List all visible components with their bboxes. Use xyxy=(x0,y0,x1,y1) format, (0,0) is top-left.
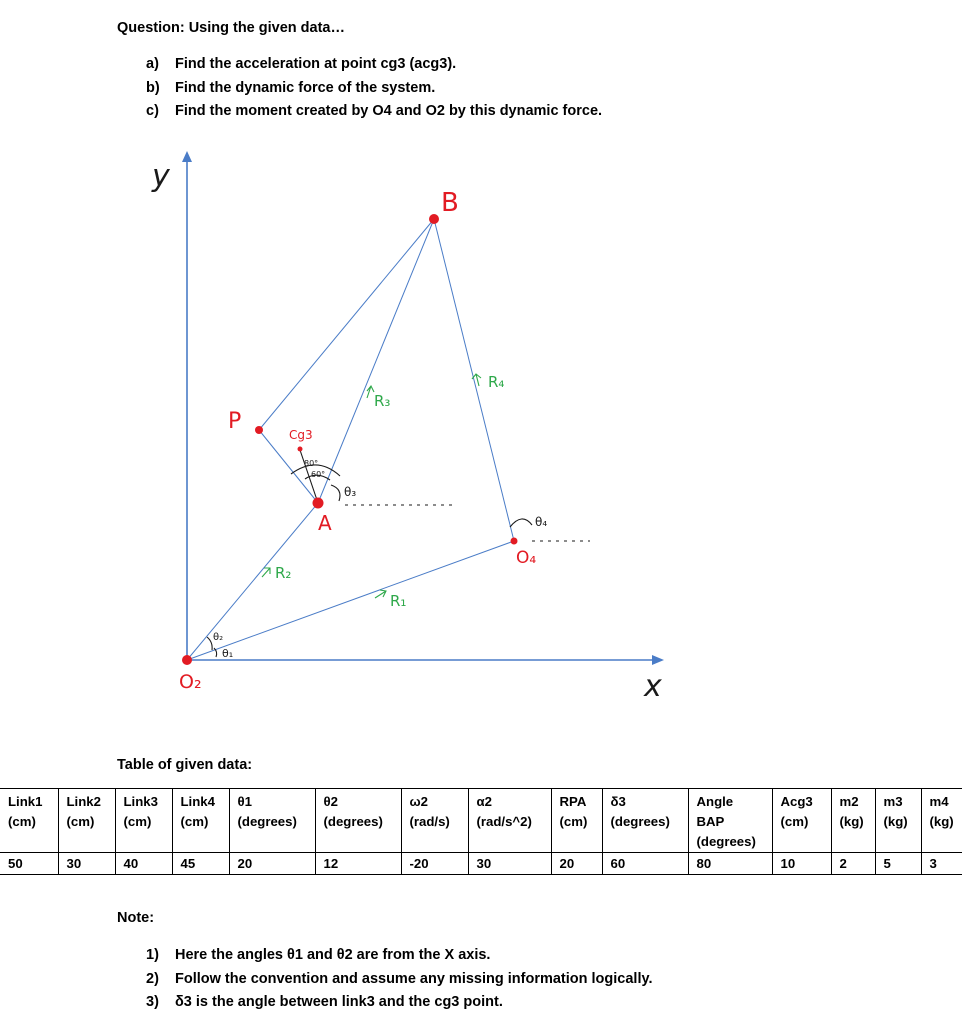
table-cell: 10 xyxy=(772,853,831,875)
x-axis-arrow-icon xyxy=(652,655,664,665)
theta3-label: θ₃ xyxy=(344,485,357,499)
item-label: a) xyxy=(146,56,159,72)
header-alpha2: α2 (rad/s^2) xyxy=(468,789,551,853)
theta2-arc xyxy=(207,637,212,650)
r1-label: R₁ xyxy=(390,592,407,610)
r3-label: R₃ xyxy=(374,392,391,410)
angle-60-label: 60° xyxy=(311,470,326,479)
header-omega2: ω2 (rad/s) xyxy=(401,789,468,853)
point-o4-marker xyxy=(511,538,518,545)
cg3-label: Cg3 xyxy=(289,428,313,442)
angle-80-label: 80° xyxy=(304,459,319,468)
theta2-label: θ₂ xyxy=(213,632,224,643)
point-o4-label: O₄ xyxy=(516,548,537,568)
table-cell: 30 xyxy=(58,853,115,875)
item-label: 2) xyxy=(146,970,159,987)
link-r3 xyxy=(318,219,434,503)
theta4-arc xyxy=(510,519,532,527)
question-list xyxy=(146,56,602,127)
table-cell: 60 xyxy=(602,853,688,875)
note-item xyxy=(146,994,653,1018)
header-m2: m2 (kg) xyxy=(831,789,875,853)
theta4-label: θ₄ xyxy=(535,515,548,529)
item-text: Find the dynamic force of the system. xyxy=(175,79,436,96)
point-o2-label: O₂ xyxy=(179,671,202,693)
header-theta2: θ2 (degrees) xyxy=(315,789,401,853)
item-label: b) xyxy=(146,79,160,96)
r3-arrow-icon xyxy=(367,386,374,398)
header-delta3: δ3 (degrees) xyxy=(602,789,688,853)
header-rpa: RPA (cm) xyxy=(551,789,602,853)
y-axis-arrow-icon xyxy=(182,151,192,162)
given-data-table xyxy=(0,788,962,875)
table-cell: 80 xyxy=(688,853,772,875)
r2-label: R₂ xyxy=(275,564,292,582)
table-cell: 2 xyxy=(831,853,875,875)
y-axis-label: y xyxy=(152,159,170,194)
theta3-arc xyxy=(331,485,340,501)
theta1-label: θ₁ xyxy=(222,647,234,660)
note-item xyxy=(146,947,653,971)
table-cell: 45 xyxy=(172,853,229,875)
item-text: δ3 is the angle between link3 and the cg3 point. xyxy=(175,994,503,1010)
table-cell: 30 xyxy=(468,853,551,875)
table-cell: 40 xyxy=(115,853,172,875)
table-header-row xyxy=(0,789,962,853)
r4-label: R₄ xyxy=(488,373,505,391)
question-item xyxy=(146,103,602,127)
mechanism-diagram xyxy=(0,140,962,720)
header-theta1: θ1 (degrees) xyxy=(229,789,315,853)
point-b-label: B xyxy=(441,188,459,218)
point-p-label: P xyxy=(228,409,242,434)
header-acg3: Acg3 (cm) xyxy=(772,789,831,853)
question-title: Question: Using the given data… xyxy=(117,20,345,36)
point-b-marker xyxy=(429,214,439,224)
note-item xyxy=(146,971,653,995)
item-label: c) xyxy=(146,103,159,119)
header-m4: m4 (kg) xyxy=(921,789,962,853)
note-list xyxy=(146,947,653,1018)
question-item xyxy=(146,56,602,80)
table-cell: 20 xyxy=(229,853,315,875)
table-cell: 12 xyxy=(315,853,401,875)
link-pb xyxy=(259,219,434,430)
header-link4: Link4 (cm) xyxy=(172,789,229,853)
table-cell: 5 xyxy=(875,853,921,875)
item-text: Find the acceleration at point cg3 (acg3). xyxy=(175,56,457,72)
header-angle-bap: Angle BAP (degrees) xyxy=(688,789,772,853)
header-link3: Link3 (cm) xyxy=(115,789,172,853)
table-cell: 20 xyxy=(551,853,602,875)
table-row xyxy=(0,853,962,875)
point-a-marker xyxy=(313,498,324,509)
header-link2: Link2 (cm) xyxy=(58,789,115,853)
question-item xyxy=(146,80,602,104)
table-title: Table of given data: xyxy=(117,757,253,773)
item-label: 3) xyxy=(146,994,159,1010)
note-title: Note: xyxy=(117,910,155,926)
point-p-marker xyxy=(255,426,263,434)
header-m3: m3 (kg) xyxy=(875,789,921,853)
point-a-label: A xyxy=(318,511,332,535)
header-link1: Link1 (cm) xyxy=(8,794,43,829)
table-cell: 3 xyxy=(921,853,962,875)
item-text: Find the moment created by O4 and O2 by this dynamic force. xyxy=(175,103,603,119)
table-cell: 50 xyxy=(8,856,23,871)
x-axis-label: x xyxy=(644,669,662,704)
point-o2-marker xyxy=(182,655,192,665)
table-cell: -20 xyxy=(401,853,468,875)
cg3-marker xyxy=(298,447,303,452)
item-text: Follow the convention and assume any missing information logically. xyxy=(175,970,653,987)
item-text: Here the angles θ1 and θ2 are from the X axis. xyxy=(175,947,491,963)
item-label: 1) xyxy=(146,947,159,963)
